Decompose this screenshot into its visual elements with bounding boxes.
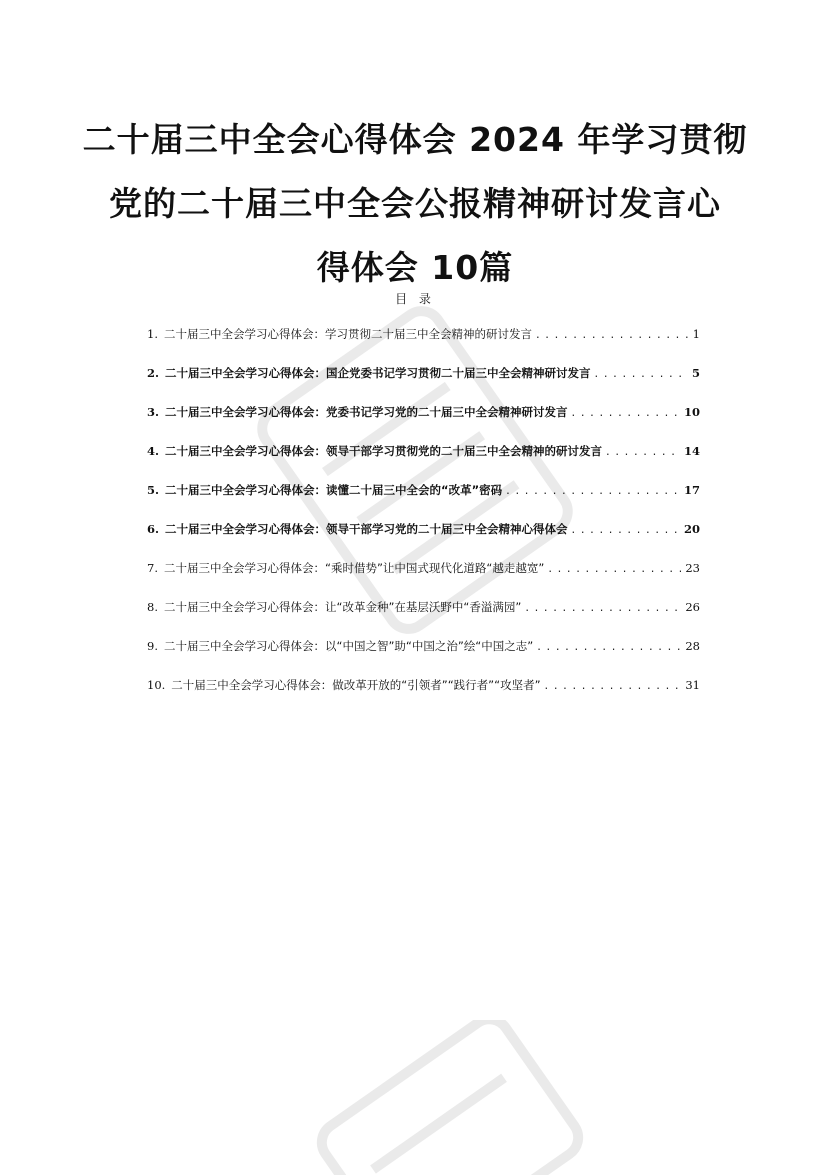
- toc-entry-number: 4.: [147, 444, 160, 458]
- toc-entry-title: 二十届三中全会学习心得体会：国企党委书记学习贯彻二十届三中全会精神研讨发言: [165, 366, 591, 380]
- toc-leader-dots: [595, 366, 688, 380]
- toc-leader-dots: [548, 561, 681, 575]
- toc-entry-7[interactable]: [147, 560, 700, 599]
- toc-entry-number: 10.: [147, 678, 166, 692]
- toc-entry-title: 二十届三中全会学习心得体会：领导干部学习贯彻党的二十届三中全会精神的研讨发言: [165, 444, 603, 458]
- toc-entry-number: 9.: [147, 639, 158, 653]
- toc-entry-title: 二十届三中全会学习心得体会：“乘时借势”让中国式现代化道路“越走越宽”: [163, 561, 545, 575]
- toc-entry-page: 23: [685, 561, 700, 575]
- toc-entry-page: 17: [683, 483, 700, 497]
- toc-entry-page: 1: [692, 327, 700, 341]
- toc-entry-number: 6.: [147, 522, 160, 536]
- toc-entry-number: 5.: [147, 483, 160, 497]
- toc-leader-dots: [572, 522, 680, 536]
- toc-entry-title: 二十届三中全会学习心得体会：读懂二十届三中全会的“改革”密码: [165, 483, 503, 497]
- toc-entry-8[interactable]: [147, 599, 700, 638]
- toc-entry-page: 28: [685, 639, 700, 653]
- toc-entry-page: 26: [685, 600, 700, 614]
- toc-leader-dots: [536, 327, 689, 341]
- toc-leader-dots: [606, 444, 680, 458]
- toc-entry-number: 2.: [147, 366, 160, 380]
- toc-entry-4[interactable]: [147, 443, 700, 482]
- title-line-2: 党的二十届三中全会公报精神研讨发言心: [109, 184, 721, 223]
- toc-entry-title: 二十届三中全会学习心得体会：以“中国之智”助“中国之治”绘“中国之志”: [163, 639, 534, 653]
- toc-entry-page: 31: [685, 678, 700, 692]
- watermark-mark-bottom: [300, 1020, 600, 1175]
- toc-entry-3[interactable]: [147, 404, 700, 443]
- toc-leader-dots: [506, 483, 680, 497]
- toc-entry-title: 二十届三中全会学习心得体会：做改革开放的“引领者”“践行者”“攻坚者”: [171, 678, 541, 692]
- table-of-contents: [147, 326, 700, 716]
- toc-entry-1[interactable]: [147, 326, 700, 365]
- toc-leader-dots: [537, 639, 681, 653]
- toc-entry-2[interactable]: [147, 365, 700, 404]
- toc-leader-dots: [525, 600, 681, 614]
- toc-entry-number: 8.: [147, 600, 158, 614]
- toc-entry-number: 7.: [147, 561, 158, 575]
- toc-entry-6[interactable]: [147, 521, 700, 560]
- title-line-1: 二十届三中全会心得体会 2024 年学习贯彻: [82, 120, 748, 159]
- toc-entry-number: 1.: [147, 327, 158, 341]
- toc-entry-title: 二十届三中全会学习心得体会：让“改革金种”在基层沃野中“香溢满园”: [163, 600, 522, 614]
- toc-leader-dots: [572, 405, 680, 419]
- toc-entry-title: 二十届三中全会学习心得体会：学习贯彻二十届三中全会精神的研讨发言: [163, 327, 532, 341]
- title-line-3: 得体会 10篇: [316, 248, 514, 287]
- toc-entry-page: 14: [683, 444, 700, 458]
- document-title: [60, 108, 770, 300]
- toc-entry-title: 二十届三中全会学习心得体会：党委书记学习党的二十届三中全会精神研讨发言: [165, 405, 568, 419]
- toc-entry-page: 5: [691, 366, 700, 380]
- toc-heading: 目 录: [395, 292, 435, 306]
- toc-entry-9[interactable]: [147, 638, 700, 677]
- toc-entry-page: 10: [683, 405, 700, 419]
- toc-leader-dots: [545, 678, 682, 692]
- toc-entry-number: 3.: [147, 405, 160, 419]
- toc-entry-10[interactable]: [147, 677, 700, 716]
- toc-entry-title: 二十届三中全会学习心得体会：领导干部学习党的二十届三中全会精神心得体会: [165, 522, 568, 536]
- toc-entry-page: 20: [683, 522, 700, 536]
- toc-entry-5[interactable]: [147, 482, 700, 521]
